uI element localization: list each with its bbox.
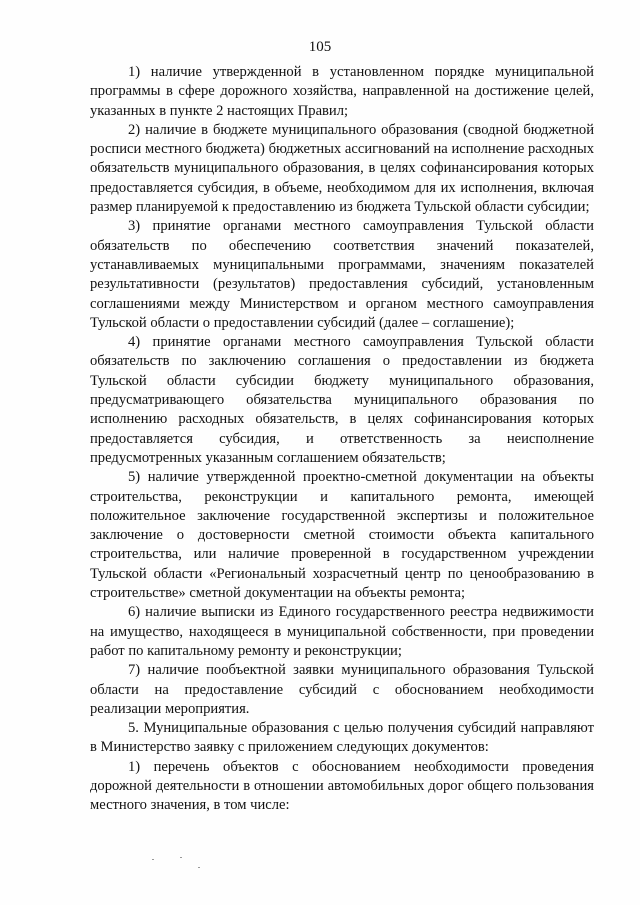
paragraph-section-5: 5. Муниципальные образования с целью получения субсидий направляют в Министерство заявку с приложением следующих документов: bbox=[90, 720, 594, 756]
paragraph-condition-5: 5) наличие утвержденной проектно-сметной документации на объекты строительства, реконструкции и капитального ремонта, имеющей положительное заключение государственной экспертизы и положительное заключение о достоверности сметной стоимости объекта капитального строительства, или наличие проверенной в государственном учреждении Тульской области «Региональный хозрасчетный центр по ценообразованию в строительстве» сметной документации на объекты ремонта; bbox=[90, 469, 594, 602]
paragraph-condition-2: 2) наличие в бюджете муниципального образования (сводной бюджетной росписи местного бюджета) бюджетных ассигнований на исполнение расходных обязательств муниципального образования, в целях софинансирования которых предоставляется субсидия, в объеме, необходимом для их исполнения, включая размер планируемой к предоставлению из бюджета Тульской области субсидии; bbox=[90, 121, 594, 216]
page-number: 105 bbox=[308, 39, 332, 55]
paragraph-document-1: 1) перечень объектов с обоснованием необходимости проведения дорожной деятельности в отношении автомобильных дорог общего пользования местного значения, в том числе: bbox=[90, 758, 594, 814]
paragraph-condition-1: 1) наличие утвержденной в установленном порядке муниципальной программы в сфере дорожного хозяйства, направленной на достижение целей, указанных в пункте 2 настоящих Правил; bbox=[90, 64, 594, 119]
paragraph-condition-7: 7) наличие пообъектной заявки муниципального образования Тульской области на предоставление субсидий с обоснованием необходимости реализации мероприятия. bbox=[90, 662, 594, 717]
scan-specks bbox=[150, 855, 210, 875]
paragraph-condition-3: 3) принятие органами местного самоуправления Тульской области обязательств по обеспечению соответствия значений показателей, устанавливаемых муниципальными программами, значениям показателей результативности (результатов) предоставления субсидий, установленным соглашениями между Министерством и органом местного самоуправления Тульской области о предоставлении субсидий (далее – соглашение); bbox=[90, 218, 594, 331]
paragraph-condition-6: 6) наличие выписки из Единого государственного реестра недвижимости на имущество, находящееся в муниципальной собственности, при проведении работ по капитальному ремонту и реконструкции; bbox=[90, 604, 594, 659]
document-body bbox=[90, 63, 594, 816]
paragraph-condition-4: 4) принятие органами местного самоуправления Тульской области обязательств по заключению соглашения о предоставлении из бюджета Тульской области субсидии бюджету муниципального образования, предусматривающего обязательства муниципального образования по исполнению расходных обязательств, в целях софинансирования которых предоставляется субсидия, и ответственность за неисполнение предусмотренных указанным соглашением обязательств; bbox=[90, 334, 594, 466]
